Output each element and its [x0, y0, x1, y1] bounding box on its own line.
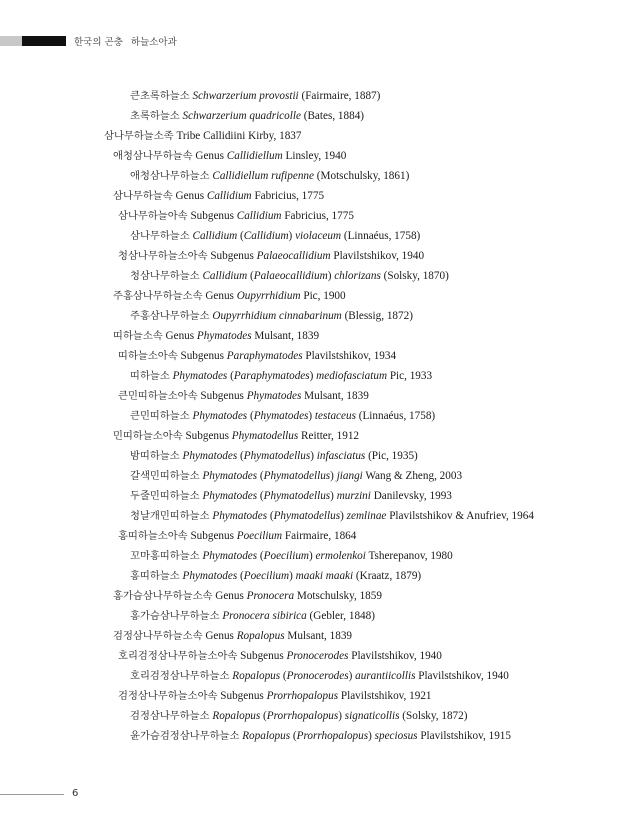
taxon-text: Fabricius, 1775 [251, 190, 325, 202]
taxon-text: Subgenus [182, 430, 232, 442]
taxon-entry [0, 446, 637, 466]
scientific-name: Phymatodes [202, 550, 258, 562]
taxon-text: Genus [172, 190, 207, 202]
taxon-text: Genus [202, 290, 237, 302]
taxon-text: Fabricius, 1775 [281, 210, 354, 222]
taxon-text: ( [257, 490, 264, 502]
scientific-name: Phymatodellus [263, 470, 331, 482]
korean-name: 큰민띠하늘소아속 [118, 390, 198, 402]
korean-name: 띠하늘소아속 [118, 350, 178, 362]
scientific-name: aurantiicollis [355, 670, 416, 682]
scientific-name: Callidiellum [226, 150, 283, 162]
scientific-name: Phymatodes [212, 510, 268, 522]
taxon-text: ) [338, 710, 345, 722]
korean-name: 검정삼나무하늘소아속 [118, 690, 218, 702]
korean-name: 호리검정삼나무하늘소아속 [118, 650, 238, 662]
scientific-name: Phymatodes [246, 390, 302, 402]
scientific-name: Callidium [206, 190, 252, 202]
taxon-entry [0, 366, 637, 386]
korean-name: 삼나무하늘소 [130, 230, 190, 242]
taxon-text: ) [309, 370, 317, 382]
korean-name: 삼나무하늘소족 [104, 130, 174, 142]
korean-name: 청삼나무하늘소아속 [118, 250, 208, 262]
scientific-name: signaticollis [344, 710, 400, 722]
taxon-text: ( [237, 570, 244, 582]
scientific-name: Schwarzerium quadricolle [182, 110, 301, 122]
taxon-entry [0, 386, 637, 406]
scientific-name: Schwarzerium provostii [192, 90, 299, 102]
korean-name: 갈색민띠하늘소 [130, 470, 200, 482]
scientific-name: Paraphymatodes [226, 350, 303, 362]
taxon-text: Plavilstshikov, 1940 [348, 650, 442, 662]
scientific-name: Phymatodellus [243, 450, 311, 462]
taxon-text: (Bates, 1884) [300, 110, 365, 122]
korean-name: 청삼나무하늘소 [130, 270, 200, 282]
taxon-text: ) [330, 470, 337, 482]
taxon-text: Genus [212, 590, 247, 602]
korean-name: 홍띠하늘소 [130, 570, 180, 582]
taxon-entry [0, 106, 637, 126]
korean-name: 검정삼나무하늘소 [130, 710, 210, 722]
taxon-text: Plavilstshikov, 1934 [302, 350, 397, 362]
scientific-name: infasciatus [316, 450, 366, 462]
korean-name: 삼나무하늘속 [113, 190, 173, 202]
scientific-name: mediofasciatum [316, 370, 388, 382]
taxon-text: ( [247, 270, 254, 282]
scientific-name: Phymatodes [253, 410, 309, 422]
korean-name: 민띠하늘소아속 [113, 430, 183, 442]
scientific-name: Ropalopus [232, 670, 281, 682]
taxon-text: Danilevsky, 1993 [370, 490, 452, 502]
scientific-name: Paraphymatodes [233, 370, 310, 382]
taxon-text: Wang & Zheng, 2003 [362, 470, 463, 482]
taxon-entry [0, 186, 637, 206]
taxon-entry [0, 546, 637, 566]
taxon-text: Reitter, 1912 [298, 430, 360, 442]
scientific-name: Palaeocallidium [256, 250, 331, 262]
scientific-name: Phymatodes [172, 370, 228, 382]
scientific-name: Callidium [202, 270, 248, 282]
taxon-text: ( [237, 230, 244, 242]
taxon-text: ( [247, 410, 254, 422]
taxon-entry [0, 146, 637, 166]
taxon-entry [0, 706, 637, 726]
taxon-text: Motschulsky, 1859 [294, 590, 382, 602]
taxon-entry [0, 466, 637, 486]
taxon-text: (Gebler, 1848) [306, 610, 375, 622]
taxonomy-list [0, 86, 637, 746]
taxon-entry [0, 226, 637, 246]
taxon-text: Plavilstshikov & Anufriev, 1964 [386, 510, 534, 522]
taxon-text: ) [308, 410, 315, 422]
korean-name: 초록하늘소 [130, 110, 180, 122]
header-gray-bar [0, 36, 22, 46]
taxon-entry [0, 486, 637, 506]
scientific-name: Prorrhopalopus [266, 710, 339, 722]
taxon-text: Fairmaire, 1864 [282, 530, 357, 542]
korean-name: 주홍삼나무하늘소 [130, 310, 210, 322]
korean-name: 띠하늘소속 [113, 330, 163, 342]
taxon-text: Subgenus [237, 650, 287, 662]
footer-rule [0, 794, 64, 795]
taxon-text: ) [368, 730, 375, 742]
taxon-entry [0, 126, 637, 146]
taxon-entry [0, 686, 637, 706]
taxon-text: (Solsky, 1870) [380, 270, 449, 282]
taxon-entry [0, 406, 637, 426]
taxon-text: ) [348, 670, 356, 682]
scientific-name: Ropalopus [242, 730, 291, 742]
taxon-text: Genus [162, 330, 197, 342]
scientific-name: Phymatodes [182, 570, 238, 582]
taxon-text: Mulsant, 1839 [301, 390, 369, 402]
korean-name: 띠하늘소 [130, 370, 170, 382]
taxon-text: ( [227, 370, 234, 382]
scientific-name: Oupyrrhidium [236, 290, 301, 302]
korean-name: 윤가슴검정삼나무하늘소 [130, 730, 240, 742]
taxon-text: ) [288, 230, 296, 242]
taxon-text: Subgenus [177, 350, 227, 362]
taxon-entry [0, 606, 637, 626]
taxon-text: Tsherepanov, 1980 [365, 550, 453, 562]
taxon-text: ( [237, 450, 244, 462]
scientific-name: Callidium [236, 210, 282, 222]
korean-name: 청날개민띠하늘소 [130, 510, 210, 522]
taxon-entry [0, 166, 637, 186]
korean-name: 두줄민띠하늘소 [130, 490, 200, 502]
taxon-text: Subgenus [217, 690, 267, 702]
scientific-name: speciosus [374, 730, 418, 742]
scientific-name: Phymatodes [192, 410, 248, 422]
scientific-name: zemlinae [346, 510, 387, 522]
taxon-entry [0, 646, 637, 666]
taxon-text: ( [290, 730, 297, 742]
taxon-entry [0, 666, 637, 686]
header-black-bar [22, 36, 66, 46]
taxon-text: ) [309, 550, 316, 562]
taxon-entry [0, 506, 637, 526]
taxon-entry [0, 286, 637, 306]
korean-name: 애청삼나무하늘속 [113, 150, 193, 162]
scientific-name: violaceum [295, 230, 342, 242]
scientific-name: Poecilium [236, 530, 283, 542]
scientific-name: Palaeocallidium [253, 270, 328, 282]
taxon-text: (Linnaéus, 1758) [341, 230, 421, 242]
scientific-name: Phymatodes [202, 490, 258, 502]
scientific-name: Prorrhopalopus [296, 730, 369, 742]
korean-name: 주홍삼나무하늘소속 [113, 290, 203, 302]
taxon-text: ( [257, 550, 264, 562]
korean-name: 밤띠하늘소 [130, 450, 180, 462]
taxon-text: Linsley, 1940 [282, 150, 347, 162]
taxon-entry [0, 206, 637, 226]
taxon-text: Plavilstshikov, 1921 [338, 690, 432, 702]
taxon-entry [0, 426, 637, 446]
scientific-name: Prorrhopalopus [266, 690, 339, 702]
taxon-entry [0, 586, 637, 606]
scientific-name: Callidiellum rufipenne [212, 170, 314, 182]
taxon-text: Subgenus [197, 390, 247, 402]
taxon-text: (Motschulsky, 1861) [314, 170, 410, 182]
taxon-text: (Kraatz, 1879) [353, 570, 422, 582]
scientific-name: jiangi [336, 470, 363, 482]
taxon-entry [0, 726, 637, 746]
chapter-title: 하늘소아과 [130, 37, 177, 48]
taxon-text: ) [327, 270, 335, 282]
korean-name: 큰초록하늘소 [130, 90, 190, 102]
taxon-text: Tribe Callidiini Kirby, 1837 [173, 130, 302, 142]
taxon-text: Plavilstshikov, 1915 [417, 730, 511, 742]
korean-name: 홍가슴삼나무하늘소 [130, 610, 220, 622]
korean-name: 호리검정삼나무하늘소 [130, 670, 230, 682]
taxon-text: (Pic, 1935) [365, 450, 418, 462]
scientific-name: Phymatodes [196, 330, 252, 342]
scientific-name: Pronocerodes [286, 670, 349, 682]
scientific-name: ermolenkoi [315, 550, 366, 562]
taxon-text: ) [289, 570, 296, 582]
scientific-name: Pronocera sibirica [222, 610, 307, 622]
book-title: 한국의 곤충 [74, 37, 123, 48]
taxon-text: ( [260, 710, 267, 722]
scientific-name: Oupyrrhidium cinnabarinum [212, 310, 342, 322]
taxon-text: ( [280, 670, 287, 682]
taxon-text: (Blessig, 1872) [341, 310, 413, 322]
korean-name: 애청삼나무하늘소 [130, 170, 210, 182]
taxon-entry [0, 346, 637, 366]
korean-name: 홍가슴삼나무하늘소속 [113, 590, 213, 602]
taxon-text: Mulsant, 1839 [284, 630, 353, 642]
scientific-name: Pronocera [246, 590, 295, 602]
scientific-name: Phymatodes [182, 450, 238, 462]
scientific-name: testaceus [314, 410, 356, 422]
taxon-text: Subgenus [187, 530, 237, 542]
taxon-text: Plavilstshikov, 1940 [330, 250, 425, 262]
taxon-text: Genus [192, 150, 227, 162]
taxon-entry [0, 266, 637, 286]
taxon-entry [0, 306, 637, 326]
taxon-text: ) [310, 450, 317, 462]
scientific-name: Ropalopus [236, 630, 285, 642]
taxon-text: ( [257, 470, 264, 482]
taxon-text: Subgenus [207, 250, 257, 262]
taxon-entry [0, 246, 637, 266]
taxon-text: Plavilstshikov, 1940 [415, 670, 509, 682]
page-number: 6 [72, 788, 79, 799]
scientific-name: Poecilium [243, 570, 290, 582]
korean-name: 검정삼나무하늘소속 [113, 630, 203, 642]
taxon-entry [0, 86, 637, 106]
scientific-name: Callidium [243, 230, 289, 242]
taxon-text: (Fairmaire, 1887) [298, 90, 381, 102]
taxon-text: Mulsant, 1839 [251, 330, 320, 342]
scientific-name: Phymatodes [202, 470, 258, 482]
running-header [74, 34, 177, 48]
taxon-text: Pic, 1900 [300, 290, 346, 302]
taxon-text: Genus [202, 630, 237, 642]
taxon-text: Subgenus [187, 210, 237, 222]
scientific-name: murzini [336, 490, 371, 502]
taxon-entry [0, 326, 637, 346]
taxon-entry [0, 566, 637, 586]
scientific-name: maaki maaki [295, 570, 354, 582]
korean-name: 홍띠하늘소아속 [118, 530, 188, 542]
taxon-text: Pic, 1933 [387, 370, 433, 382]
scientific-name: chlorizans [334, 270, 381, 282]
taxon-text: (Linnaéus, 1758) [355, 410, 436, 422]
korean-name: 꼬마홍띠하늘소 [130, 550, 200, 562]
taxon-text: ) [340, 510, 347, 522]
korean-name: 삼나무하늘아속 [118, 210, 188, 222]
taxon-entry [0, 526, 637, 546]
taxon-text: ( [267, 510, 274, 522]
scientific-name: Phymatodellus [231, 430, 299, 442]
scientific-name: Phymatodellus [273, 510, 341, 522]
scientific-name: Pronocerodes [286, 650, 349, 662]
taxon-text: ) [330, 490, 337, 502]
scientific-name: Poecilium [263, 550, 310, 562]
scientific-name: Ropalopus [212, 710, 261, 722]
korean-name: 큰민띠하늘소 [130, 410, 190, 422]
taxon-entry [0, 626, 637, 646]
scientific-name: Phymatodellus [263, 490, 331, 502]
taxon-text: (Solsky, 1872) [399, 710, 468, 722]
scientific-name: Callidium [192, 230, 238, 242]
